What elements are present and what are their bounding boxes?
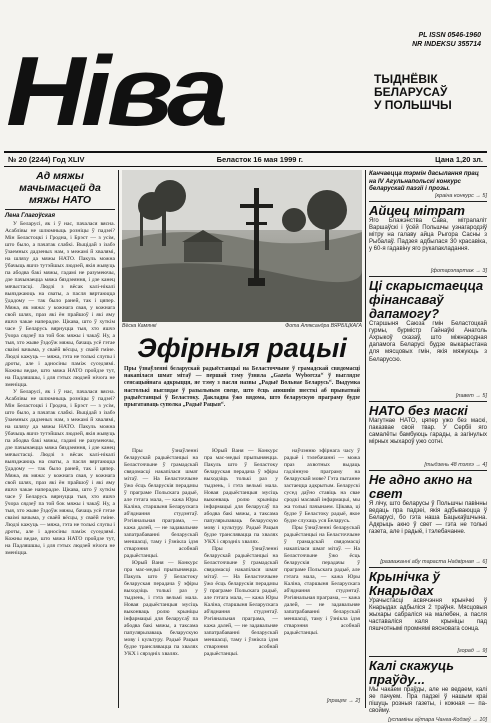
masthead-tagline bbox=[374, 73, 452, 112]
right-rule-1 bbox=[369, 201, 487, 202]
masthead-rule-bottom bbox=[4, 166, 487, 167]
brief-4-body: Я лічу, што беларусы ў Польшчы павінны ведаць пра падзеі, якія адбываюцца ў Беларусі, бо гэта наша Бацькаўшчына. Адкрыць акно ў свет — гэта не толькі газета, але і радыё, і тэлебачанне. bbox=[369, 500, 487, 536]
left-article-text: У Беларусі, як і ў нас, пачалася вясна. Асаблівы не шлюмныць розніцы ў падзеі? Мін Беластоцкі і Гродна, і Брэст — з усім, што было, а пачатак слабкі. Выцідай з ізабэ ўзаемных дадзеных нам, з межамі й хвалямі, на шляху да мяжы НАТО. Пакуль можна ўбачыць яшчэ тутэйшых людзей, якія жывуць па абодва бакі мяжы, гадамі не разумеючы, дзе пачынаецца мяжа бяздзеяння, і дзе канец мячыстасці. Людзі з вёсак калі-нікалі выязджаюць на сваты, а пасля вяртаюцца ўдадому — так было раней, так і цяпер. Мяжа, як мяжа: у кожнага свая, у кожнага свой шлях, праз які ён прайшоў і які яму яшчэ чакае наперадзе. Цікава, што ў хуткім часе ў Беларусь вярнуцца тыя, хто яшчэ ўчора сядзеў па той бок мяжы і чакаў. Ну, а тыя, хто жыве ўздоўж мяжы, бачаць усё гэтае сваімі вачыма, у сваёй вёсцы, у сваёй гміне. Людзі кажуць — мяжа, гэта не толькі слупы і дроты, але і адносіны паміж суседзямі. Кожны ведае, што мяжа НАТО пройдзе тут, на Падляшшы, і для гэтых людзей нічога не зменіцца. bbox=[5, 221, 115, 388]
left-article-text-cont: У Беларусі, як і ў нас, пачалася вясна. Асаблівы не шлюмныць розніцы ў падзеі? Мін Беластоцкі і Гродна, і Брэст — з усім, што было, а пачатак слабкі. Выцідай з ізабэ ўзаемных дадзеных нам, з межамі й хвалямі, на шляху да мяжы НАТО. Пакуль можна ўбачыць яшчэ тутэйшых людзей, якія жывуць па абодва бакі мяжы, гадамі не разумеючы, дзе пачынаецца мяжа бяздзеяння, і дзе канец мячыстасці. Людзі з вёсак калі-нікалі выязджаюць на сваты, а пасля вяртаюцца ўдадому — так было раней, так і цяпер. Мяжа, як мяжа: у кожнага свая, у кожнага свой шлях, праз які ён прайшоў і які яму яшчэ чакае наперадзе. Цікава, што ў хуткім часе ў Беларусь вярнуцца тыя, хто яшчэ ўчора сядзеў па той бок мяжы і чакаў. Ну, а тыя, хто жыве ўздоўж мяжы, бачаць усё гэтае сваімі вачыма, у сваёй вёсцы, у сваёй гміне. Людзі кажуць — мяжа, гэта не толькі слупы і дроты, але і адносіны паміж суседзямі. Кожны ведае, што мяжа НАТО пройдзе тут, на Падляшшы, і для гэтых людзей нічога не зменіцца. bbox=[5, 389, 115, 556]
right-rule-5 bbox=[369, 567, 487, 568]
right-rule-6 bbox=[369, 656, 487, 657]
right-rule-4 bbox=[369, 470, 487, 471]
center-col-2-text-cont: Пры ўзнаўленні беларускай радыёстанцыі на Беласточчыне ў грамадскай свядомасці накапілася шмат мітаў. — На Беласточчыне ўжо ёсць беларускія перадачы ў праграме Польскага радыё, але гэтага мала, — кажа Юры Каліна, старшыня Беларускага аб'яднання студэнтаў. Рэгіянальная праграма, — кажа далей, — не задавальняе запатрабаванні беларускай меншасці, таму і ўзнікла ідэя стварэння асобнай радыёстанцыі. bbox=[204, 546, 278, 657]
brief-1-body: Яго Блажэнства Сава, мітрапаліт Варшаўскі і ўсёй Польшчы узнагародзіў мітру на галаву айца Рыгора Сасны з Рыбалаў. Падзея адбылася 30 красавіка, у 60-я гадавіну яго рукапакладання. bbox=[369, 217, 487, 253]
brief-1-ref[interactable]: [фотарэпартаж → 3] bbox=[430, 267, 487, 274]
center-col-1-text: Пры ўзнаўленні беларускай радыёстанцыі на Беласточчыне ў грамадскай свядомасці накапілася шмат мітаў. — На Беласточчыне ўжо ёсць беларускія перадачы ў праграме Польскага радыё, але гэтага мала, — кажа Юры Каліна, старшыня Беларускага аб'яднання студэнтаў. Рэгіянальная праграма, — кажа далей, — не задавальняе запатрабаванні беларускай меншасці, таму і ўзнікла ідэя стварэння асобнай радыёстанцыі. bbox=[124, 448, 198, 559]
issue-date: Беласток 16 мая 1999 г. bbox=[216, 155, 304, 164]
brief-3-body: Магутнае НАТО, цяпер ужо без маскі, паказвае свой твар. У Сербіі яго самалёты бамбуюць гарады, а загінулых мірных жыхароў ужо сотні. bbox=[369, 417, 487, 446]
brief-2-title: Ці скарыстаецца фінансаваў дапамогу? bbox=[369, 277, 484, 321]
right-rule-2 bbox=[369, 276, 487, 277]
photo-caption-left: Вёска Камянкі bbox=[122, 323, 157, 329]
center-col-2-text: Юрый Ваня — Конкурс пра мас-медыі прыпыняецца. Пакуль што ў Беластоку беларуская перадача ў эфіры выходзіць толькі раз у тыдзень, і гэта вельмі мала. Новая радыёстанцыя мусіць выконваць ролю крыніцы інфармацыі для беларусаў па абодва бакі мяжы, а таксама папулярызаваць беларускую мову і культуру. Радыё Рацыя будзе транслявацца па хвалях УКХ і сярэдніх хвалях. bbox=[204, 448, 278, 545]
tagline-line-1: ТЫДНЁВІК bbox=[374, 72, 438, 86]
issn-line-1: PL ISSN 0546-1960 bbox=[418, 32, 481, 39]
photo-credits bbox=[122, 323, 362, 329]
newspaper-logo: Ніва bbox=[6, 36, 224, 146]
left-article-body bbox=[5, 221, 115, 719]
brief-1-title: Айцец мітрат bbox=[369, 202, 465, 218]
issue-price: Цана 1,20 зл. bbox=[435, 155, 483, 164]
column-divider-right bbox=[365, 170, 366, 708]
brief-6-title: Калі скажуць праўду... bbox=[369, 657, 454, 687]
center-col-1-text-cont: Юрый Ваня — Конкурс пра мас-медыі прыпыняецца. Пакуль што ў Беластоку беларуская перадача ў эфіры выходзіць толькі раз у тыдзень, і гэта вельмі мала. Новая радыёстанцыя мусіць выконваць ролю крыніцы інфармацыі для беларусаў па абодва бакі мяжы, а таксама папулярызаваць беларускую мову і культуру. Радыё Рацыя будзе транслявацца па хвалях УКХ і сярэдніх хвалях. bbox=[124, 560, 198, 657]
brief-6-ref[interactable]: [успаміны аўтара Чанга-Кодзеў → 10] bbox=[388, 716, 487, 723]
center-article-lead: Пры ўзнаўленні беларускай радыёстанцыі на Беласточчыне ў грамадскай свядомасці накапілася шмат мітаў — першай тэму ўзняла „Gazeta Wyborcza“ ў выглядзе сенсацыйнага адкрыцця, яе тэму з пасля назвы „Радыё Вольнае Беларусь“. Выдумка настолькі выглядае ў разыльным свеце, што ёсць апошнія звесткі аб прыватнай радыёстанцыі ў Беластоку. Дакладна ўжо вядома, што беларускую праграму будзе прыгатаваць суполка „Радыё Рацыя“. bbox=[124, 366, 360, 409]
brief-4-title: Не адно акно на свет bbox=[369, 471, 473, 501]
village-cross-illustration bbox=[122, 170, 362, 322]
column-divider-left bbox=[118, 170, 119, 708]
issue-bar bbox=[4, 153, 487, 166]
center-col-3-text-cont: Пры ўзнаўленні беларускай радыёстанцыі на Беласточчыне ў грамадскай свядомасці накапілася шмат мітаў. — На Беласточчыне ўжо ёсць беларускія перадачы ў праграме Польскага радыё, але гэтага мала, — кажа Юры Каліна, старшыня Беларускага аб'яднання студэнтаў. Рэгіянальная праграма, — кажа далей, — не задавальняе запатрабаванні беларускай меншасці, таму і ўзнікла ідэя стварэння асобнай радыёстанцыі. bbox=[284, 525, 360, 636]
left-article-author: Лена Глагоўская bbox=[5, 213, 55, 219]
brief-2-body: Старшыня Саюза гмін Беластоцкай гурмы, бурмістр Гайнаўкі Анатоль Ахрыкоў сказаў, што міжнародная дапамога Беларусі будзе выкарыстана для мясцовых гмін, якія мяжуюць з Беларуссю. bbox=[369, 320, 487, 363]
center-col-3-text: наўчэнню эфірнага часу ў радыё і тэлебачанні — можа праз ахвотных выдаць гадзінную праграму на беларускай мове? Гэта пытанне застаецца адкрытым. Беларускі сусед даўно ставіць на свае сродкі масавай інфармацыі, мы жа толькі пачынаем. Цікава, ці будзе ў Беластоку радыё, якое будзе слухаць уся Беларусь. bbox=[284, 448, 360, 524]
brief-5-body: Урачыстасці асвячэння крынічкі ў Кнарыдах адбыліся 2 траўня. Мясцовыя жыхары сабраліся на малебен, а пасля частаваліся каля крыніцы пад пяшчотнымі промнямі вясновага сонца. bbox=[369, 597, 487, 633]
brief-5-ref[interactable]: [горад → 9] bbox=[457, 647, 487, 654]
brief-2-ref[interactable]: [павет → 5] bbox=[455, 392, 487, 399]
brief-3-title: НАТО без маскі bbox=[369, 402, 468, 418]
left-article bbox=[5, 170, 115, 719]
left-article-title: Ад мяжы мачымасцей да мяжы НАТО bbox=[19, 170, 101, 206]
issn-block bbox=[412, 31, 481, 49]
brief-3-ref[interactable]: [тыдзень 48 тэлгэ → 4] bbox=[424, 461, 487, 468]
brief-4-ref[interactable]: [разважанні абу тараста Надвірная → 6] bbox=[380, 558, 487, 565]
right-rule-3 bbox=[369, 401, 487, 402]
issn-line-2: NR INDEKSU 355714 bbox=[412, 41, 481, 48]
tagline-line-3: У ПОЛЬШЧЫ bbox=[374, 98, 452, 112]
brief-5-title: Крынічка ў Кнарыдах bbox=[369, 568, 440, 598]
left-article-rule bbox=[5, 209, 115, 210]
center-col-3 bbox=[284, 448, 360, 696]
issue-number: № 20 (2244) Год XLIV bbox=[8, 155, 85, 164]
front-photo bbox=[122, 170, 362, 322]
promo-headline: Канчаецца тэрмін дасылання прац на IV Агульнапольскі конкурс беларускай паэзіі і прозы. bbox=[369, 170, 479, 192]
tagline-line-2: БЕЛАРУСАЎ bbox=[374, 85, 448, 99]
center-article-title: Эфірныя рацыі bbox=[137, 333, 347, 363]
promo-ref[interactable]: [краіна конкурс → 5] bbox=[434, 192, 487, 199]
center-col-2 bbox=[204, 448, 278, 706]
right-column bbox=[369, 170, 487, 723]
center-col-1 bbox=[124, 448, 198, 706]
center-article-continuation[interactable]: [працяг → 2] bbox=[326, 698, 360, 704]
brief-6-body: Мы чакаем праўды, але не ведаем, калі яе пачуем. Пра падзеі ў нашым краі пішуць розныя газеты, і кожная — па-свойму. bbox=[369, 686, 487, 715]
photo-caption-right: Фота Аляксандра ВЯРБІЦКАГА bbox=[285, 323, 362, 329]
